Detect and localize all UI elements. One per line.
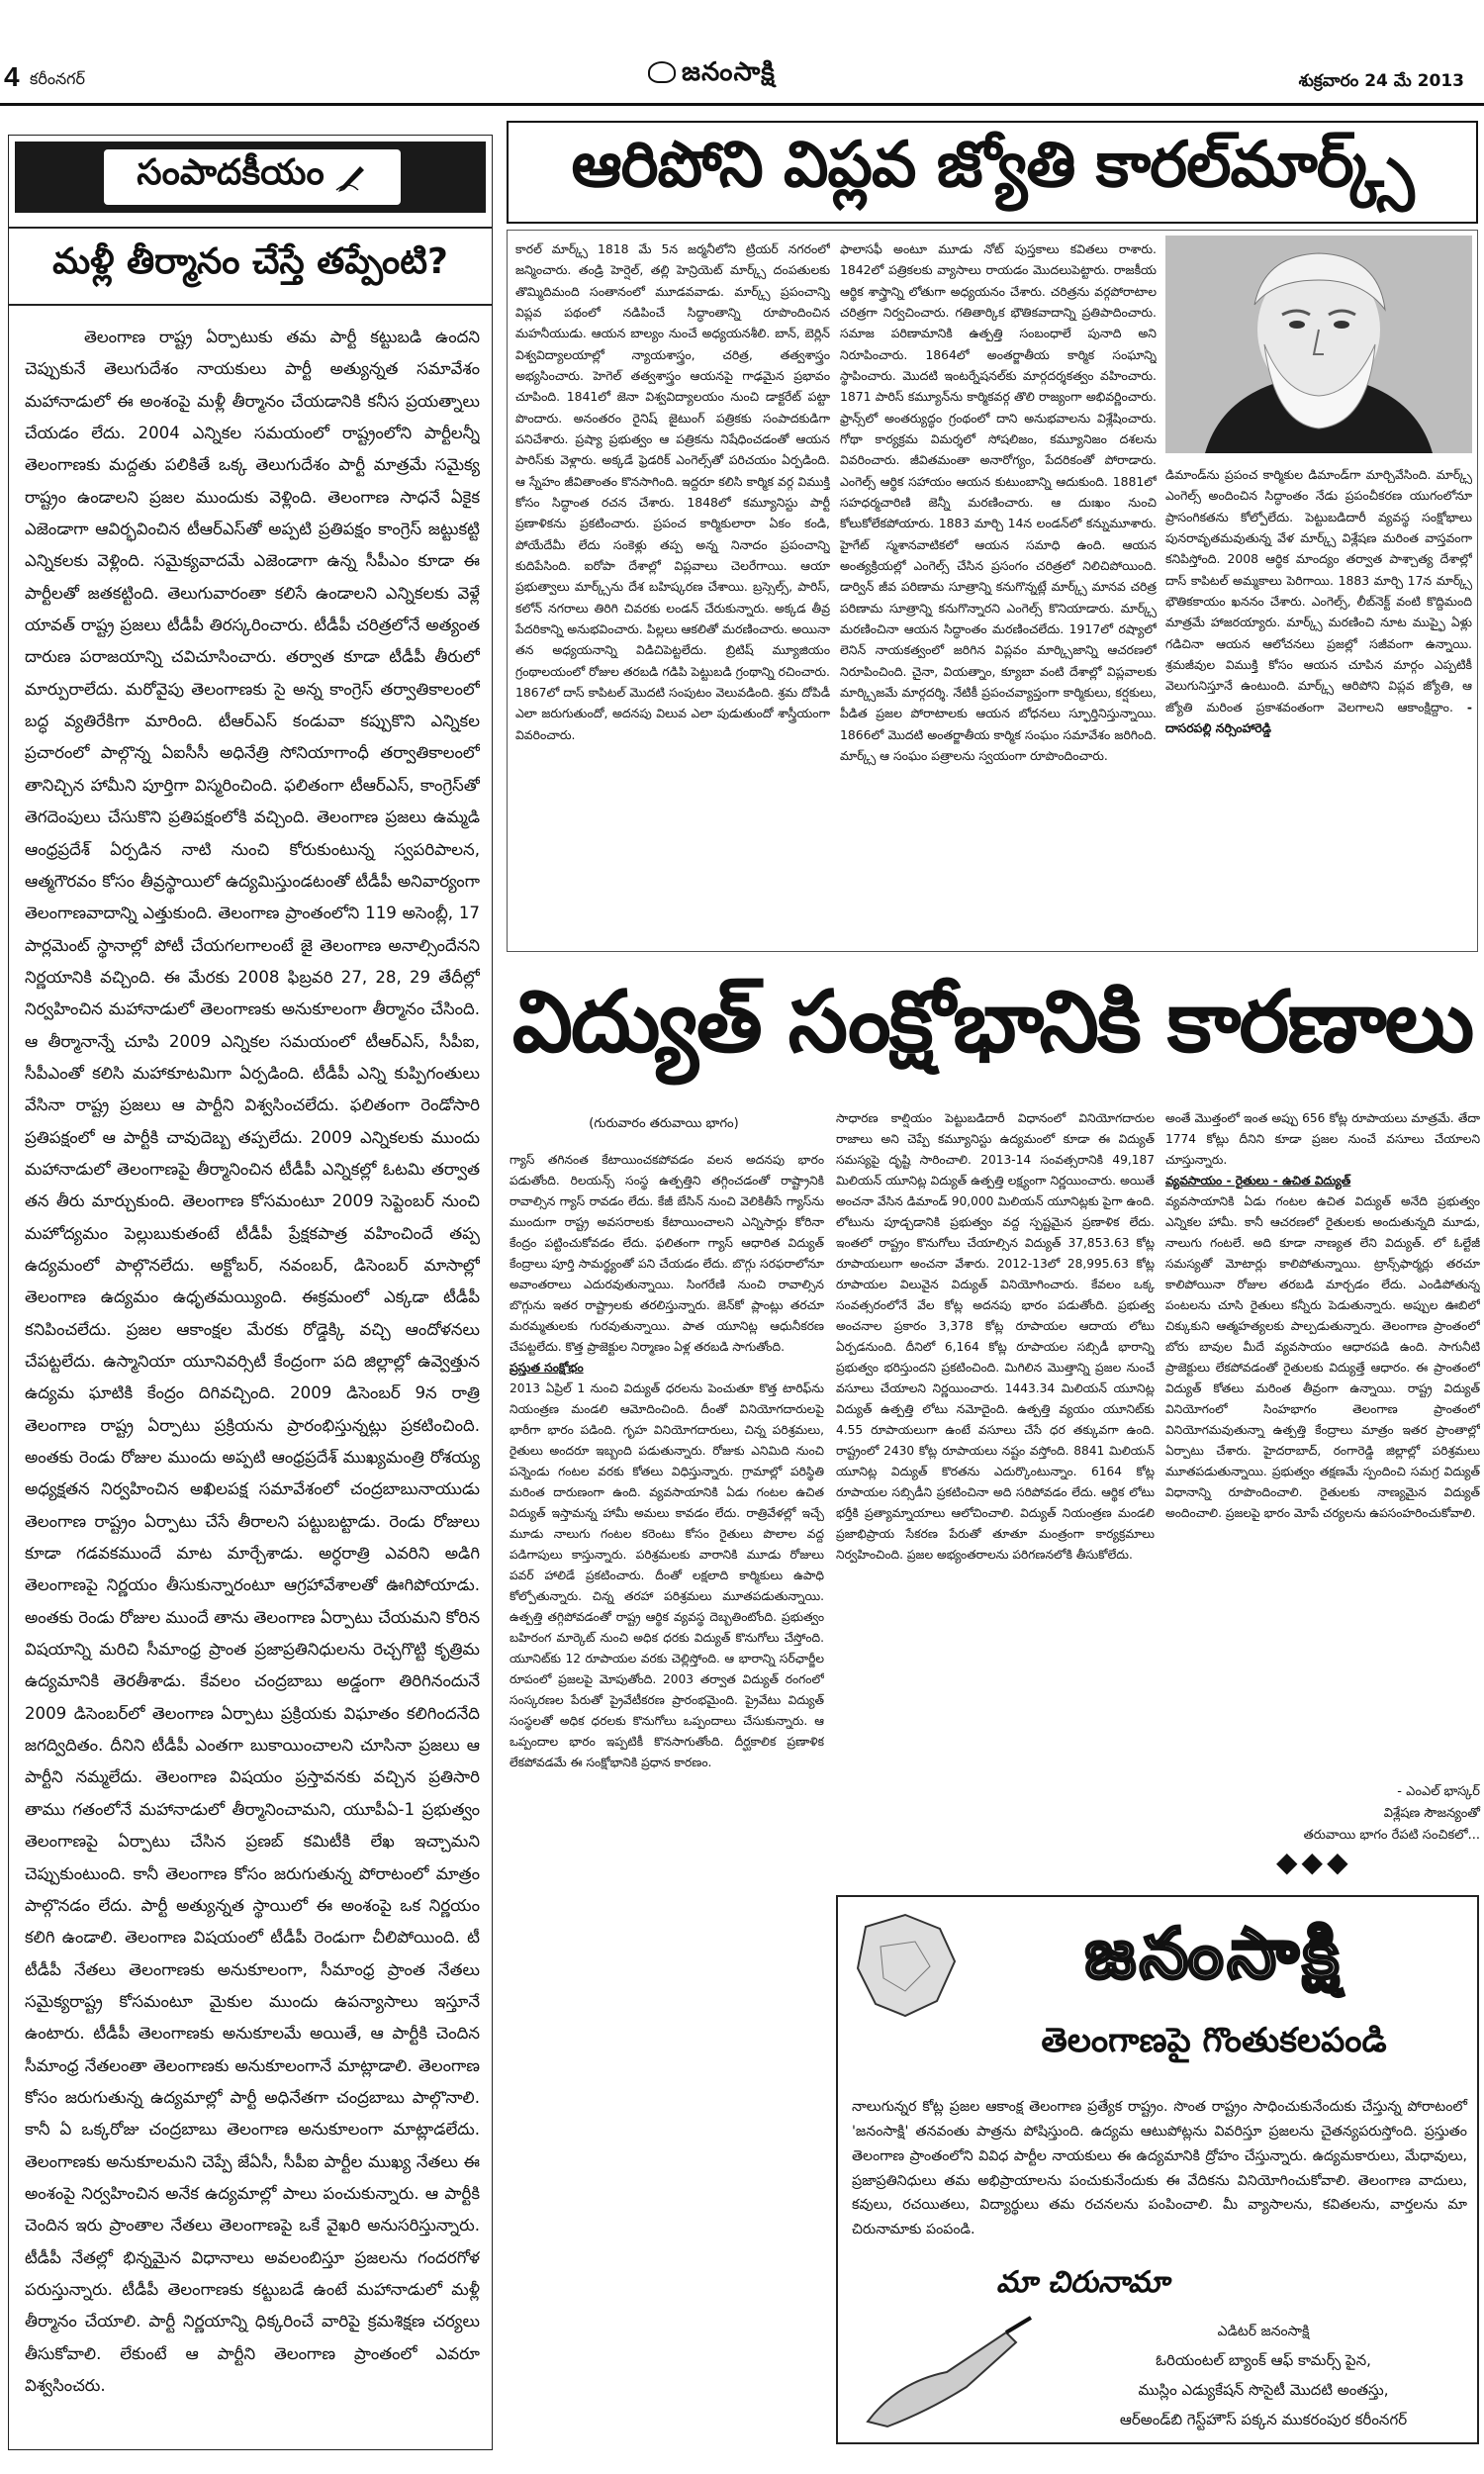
section-name: కరీంనగర్ (30, 69, 86, 88)
portrait-drawing (1165, 236, 1472, 453)
ad-address-line: ముస్లిం ఎడ్యుకేషన్ సొసైటీ మొదటి అంతస్తు, (1138, 2381, 1389, 2399)
ad-tagline: తెలంగాణపై గొంతుకలపండి (1041, 2021, 1387, 2060)
article1-body-box (507, 230, 1478, 952)
section-end-ornament: ◆◆◆ (1276, 1846, 1352, 1878)
paper-name: జనంసాక్షి (682, 57, 776, 87)
article1-column-1: కారల్ మార్క్స్ 1818 మే 5న జర్మనీలోని ట్రియర్ నగరంలో జన్మించారు. తండ్రి హెర్షెల్, తల్లి హెన్రియెట్ మార్క్స్ దంపతులకు తొమ్మిదిమంది సంతానంలో మూడవవాడు. మార్క్స్ ప్రపంచాన్ని విప్లవ పథంలో నడిపించే సిద్ధాంతాన్ని రూపొందించిన మహనీయుడు. ఆయన బాల్యం నుంచే అధ్యయనశీలి. బాన్, బెర్లిన్ విశ్వవిద్యాలయాల్లో న్యాయశాస్త్రం, చరిత్ర, తత్వశాస్త్రం అభ్యసించారు. హెగెల్ తత్వశాస్త్రం ఆయనపై గాఢమైన ప్రభావం చూపింది. 1841లో జెనా విశ్వవిద్యాలయం నుంచి డాక్టరేట్ పట్టా పొందారు. అనంతరం రైనిష్ జైటుంగ్ పత్రికకు సంపాదకుడిగా పనిచేశారు. ప్రష్యా ప్రభుత్వం ఆ పత్రికను నిషేధించడంతో ఆయన పారిస్‌కు వెళ్లారు. అక్కడే ఫ్రెడరిక్ ఎంగెల్స్‌తో పరిచయం ఏర్పడింది. ఆ స్నేహం జీవితాంతం కొనసాగింది. ఇద్దరూ కలిసి కార్మిక వర్గ విముక్తి కోసం సిద్ధాంత రచన చేశారు. 1848లో కమ్యూనిస్టు పార్టీ ప్రణాళికను ప్రకటించారు. ప్రపంచ కార్మికులారా ఏకం కండి, పోయేదేమీ లేదు సంకెళ్లు తప్ప అన్న నినాదం ప్రపంచాన్ని కుదిపేసింది. ఐరోపా దేశాల్లో విప్లవాలు చెలరేగాయి. ఆయా ప్రభుత్వాలు మార్క్స్‌ను దేశ బహిష్కరణ చేశాయి. బ్రస్సెల్స్, పారిస్, కలోన్ నగరాలు తిరిగి చివరకు లండన్ చేరుకున్నారు. అక్కడ తీవ్ర పేదరికాన్ని అనుభవించారు. పిల్లలు ఆకలితో మరణించారు. అయినా తన అధ్యయనాన్ని విడిచిపెట్టలేదు. బ్రిటిష్ మ్యూజియం గ్రంథాలయంలో రోజుల తరబడి గడిపి పెట్టుబడి గ్రంథాన్ని రచించారు. 1867లో దాస్ కాపిటల్ మొదటి సంపుటం వెలువడింది. శ్రమ దోపిడీ ఎలా జరుగుతుందో, అదనపు విలువ ఎలా పుడుతుందో శాస్త్రీయంగా వివరించారు. (515, 241, 830, 742)
paper-logo (648, 57, 776, 93)
article1-column-3-text: డిమాండ్‌ను ప్రపంచ కార్మికుల డిమాండ్‌గా మార్చివేసింది. మార్క్స్ ఎంగెల్స్ అందించిన సిద్ధాంతం నేడు ప్రపంచీకరణ యుగంలోనూ ప్రాసంగికతను కోల్పోలేదు. పెట్టుబడిదారీ వ్యవస్థ సంక్షోభాలు పునరావృతమవుతున్న వేళ మార్క్స్ విశ్లేషణ మరింత వాస్తవంగా కనిపిస్తోంది. 2008 ఆర్థిక మాంద్యం తర్వాత పాశ్చాత్య దేశాల్లో దాస్ కాపిటల్ అమ్మకాలు పెరిగాయి. 1883 మార్చి 17న మార్క్స్ భౌతికకాయం ఖననం చేశారు. ఎంగెల్స్, లీబ్‌నెక్ట్ వంటి కొద్దిమంది మాత్రమే హాజరయ్యారు. మార్క్స్ మరణించి నూట ముప్ఫై ఏళ్లు గడిచినా ఆయన ఆలోచనలు ప్రజల్లో సజీవంగా ఉన్నాయి. శ్రమజీవుల విముక్తి కోసం ఆయన చూపిన మార్గం ఎప్పటికీ వెలుగునిస్తూనే ఉంటుంది. మార్క్స్ ఆరిపోని విప్లవ జ్యోతి, ఆ జ్యోతి మరింత ప్రకాశవంతంగా వెలగాలని ఆకాంక్షిద్దాం. (1165, 467, 1472, 714)
editorial-body (25, 322, 480, 2439)
article1-byline: - దాసరపల్లి నర్సింహారెడ్డి (1165, 699, 1472, 735)
article2-signature: - ఎంఎల్ భాస్కర్ (1397, 1784, 1480, 1799)
article2-subhead-agriculture: వ్యవసాయం - రైతులు - ఉచిత విద్యుత్ (1165, 1173, 1351, 1188)
article2-continued-note: తరువాయి భాగం రేపటి సంచికలో... (1303, 1828, 1480, 1844)
editorial-banner-title: సంపాదకీయం (137, 152, 325, 193)
article1-headline-box (507, 121, 1478, 224)
janamsakshi-ad (836, 1895, 1479, 2444)
article1-column-2: ఫాలాసఫీ అంటూ మూడు నోట్ పుస్తకాలు కవితలు రాశారు. 1842లో పత్రికలకు వ్యాసాలు రాయడం మొదలుపెట్టారు. రాజకీయ ఆర్థిక శాస్త్రాన్ని లోతుగా అధ్యయనం చేశారు. చరిత్రను వర్గపోరాటాల చరిత్రగా నిర్వచించారు. గతితార్కిక భౌతికవాదాన్ని ప్రతిపాదించారు. సమాజ పరిణామానికి ఉత్పత్తి సంబంధాలే పునాది అని నిరూపించారు. 1864లో అంతర్జాతీయ కార్మిక సంఘాన్ని స్థాపించారు. మొదటి ఇంటర్నేషనల్‌కు మార్గదర్శకత్వం వహించారు. 1871 పారిస్ కమ్యూన్‌ను కార్మికవర్గ తొలి రాజ్యంగా అభివర్ణించారు. ఫ్రాన్స్‌లో అంతర్యుద్ధం గ్రంథంలో దాని అనుభవాలను విశ్లేషించారు. గోథా కార్యక్రమ విమర్శలో సోషలిజం, కమ్యూనిజం దశలను వివరించారు. జీవితమంతా అనారోగ్యం, పేదరికంతో పోరాడారు. ఎంగెల్స్ ఆర్థిక సహాయం ఆయన కుటుంబాన్ని ఆదుకుంది. 1881లో సహధర్మచారిణి జెన్నీ మరణించారు. ఆ దుఃఖం నుంచి కోలుకోలేకపోయారు. 1883 మార్చి 14న లండన్‌లో కన్నుమూశారు. హైగేట్ స్మశానవాటికలో ఆయన సమాధి ఉంది. ఆయన అంత్యక్రియల్లో ఎంగెల్స్ చేసిన ప్రసంగం చరిత్రలో నిలిచిపోయింది. డార్విన్ జీవ పరిణామ సూత్రాన్ని కనుగొన్నట్లే మార్క్స్ మానవ చరిత్ర పరిణామ సూత్రాన్ని కనుగొన్నారని ఎంగెల్స్ కొనియాడారు. మార్క్స్ మరణించినా ఆయన సిద్ధాంతం మరణించలేదు. 1917లో రష్యాలో లెనిన్ నాయకత్వంలో జరిగిన విప్లవం మార్క్సిజాన్ని ఆచరణలో నిరూపించింది. చైనా, వియత్నాం, క్యూబా వంటి దేశాల్లో విప్లవాలకు మార్క్సిజమే మార్గదర్శి. నేటికీ ప్రపంచవ్యాప్తంగా కార్మికులు, కర్షకులు, పీడిత ప్రజల పోరాటాలకు ఆయన బోధనలు స్ఫూర్తినిస్తున్నాయి. 1866లో మొదటి అంతర్జాతీయ కార్మిక సంఘం సమావేశం జరిగింది. మార్క్స్ ఆ సంఘం పత్రాలను స్వయంగా రూపొందించారు. (840, 241, 1157, 763)
issue-date: శుక్రవారం 24 మే 2013 (1298, 71, 1464, 91)
article1-headline: ఆరిపోని విప్లవ జ్యోతి కారల్‌మార్క్స్ (571, 128, 1414, 202)
writing-hand-icon (858, 2313, 1036, 2431)
ad-brand-name: జనంసాక్షి (1084, 1912, 1344, 1994)
editorial-column (8, 135, 493, 2450)
page-number: 4 (4, 61, 20, 92)
masthead-divider (0, 103, 1484, 106)
editorial-banner-label-box (104, 149, 401, 205)
article2-signature-block (1165, 1781, 1480, 1847)
ad-body-text: నాలుగున్నర కోట్ల ప్రజల ఆకాంక్ష తెలంగాణ ప్రత్యేక రాష్ట్రం. సొంత రాష్ట్రం సాధించుకునేందుకు చేస్తున్న పోరాటంలో 'జనంసాక్షి' తనవంతు పాత్రను పోషిస్తుంది. ఉద్యమ ఆటుపోట్లను వివరిస్తూ ప్రజలను చైతన్యపరుస్తోంది. ప్రస్తుతం తెలంగాణ ప్రాంతంలోని వివిధ పార్టీల నాయకులు ఈ ఉద్యమానికి ద్రోహం చేస్తున్నారు. ఉద్యమకారులు, మేధావులు, ప్రజాప్రతినిధులు తమ అభిప్రాయాలను పంచుకునేందుకు ఈ వేదికను వినియోగించుకోవాలి. తెలంగాణ వాదులు, కవులు, రచయితలు, విద్యార్థులు తమ రచనలను పంపించాలి. మీ వ్యాసాలను, కవితలను, వార్తలను మా చిరునామాకు పంపండి. (852, 2099, 1467, 2238)
editorial-paragraph: తెలంగాణ రాష్ట్ర ఏర్పాటుకు తమ పార్టీ కట్టుబడి ఉందని చెప్పుకునే తెలుగుదేశం నాయకులు పార్టీ అత్యున్నత సమావేశం మహానాడులో ఈ అంశంపై మళ్లీ తీర్మానం చేయడానికి కనీస ప్రయత్నాలు చేయడం లేదు. 2004 ఎన్నికల సమయంలో రాష్ట్రంలోని పార్టీలన్నీ తెలంగాణకు మద్దతు పలికితే ఒక్క తెలుగుదేశం పార్టీ మాత్రమే సమైక్య రాష్ట్రం ఉండాలని ప్రజల ముందుకు వెళ్లింది. తెలంగాణ సాధనే ఏకైక ఎజెండాగా ఆవిర్భవించిన టీఆర్‌ఎస్‌తో అప్పటి ప్రతిపక్షం కాంగ్రెస్ జట్టుకట్టి ఎన్నికలకు వెళ్లింది. సమైక్యవాదమే ఎజెండాగా ఉన్న సీపీఎం కూడా ఈ పార్టీలతో జతకట్టింది. తెలుగువారంతా కలిసే ఉండాలని ఎన్నికలకు వెళ్లే యావత్ రాష్ట్ర ప్రజలు టీడీపీ తిరస్కరించారు. టీడీపీ చరిత్రలోనే అత్యంత దారుణ పరాజయాన్ని చవిచూసించారు. తర్వాత కూడా టీడీపీ తీరులో మార్పురాలేదు. మరోవైపు తెలంగాణకు సై అన్న కాంగ్రెస్ తర్వాతికాలంలో బద్ధ వ్యతిరేకిగా మారింది. టీఆర్‌ఎస్ కండువా కప్పుకొని ఎన్నికల ప్రచారంలో పాల్గొన్న ఏఐసీసీ అధినేత్రి సోనియాగాంధీ తర్వాతికాలంలో తానిచ్చిన హామీని పూర్తిగా విస్మరించింది. ఫలితంగా టీఆర్‌ఎస్, కాంగ్రెస్‌తో తెగదెంపులు చేసుకొని ప్రతిపక్షంలోకి వచ్చింది. తెలంగాణ ప్రజలు ఉమ్మడి ఆంధ్రప్రదేశ్ ఏర్పడిన నాటి నుంచి కోరుకుంటున్న స్వపరిపాలన, ఆత్మగౌరవం కోసం తీవ్రస్థాయిలో ఉద్యమిస్తుండటంతో టీడీపీ అనివార్యంగా తెలంగాణవాదాన్ని ఎత్తుకుంది. తెలంగాణ ప్రాంతంలోని 119 అసెంబ్లీ, 17 పార్లమెంట్ స్థానాల్లో పోటీ చేయగలగాలంటే జై తెలంగాణ అనాల్సిందేనని నిర్ణయానికి వచ్చింది. ఈ మేరకు 2008 ఫిబ్రవరి 27, 28, 29 తేదీల్లో నిర్వహించిన మహానాడులో తెలంగాణకు అనుకూలంగా తీర్మానం చేసింది. ఆ తీర్మానాన్నే చూపి 2009 ఎన్నికల సమయంలో టీఆర్‌ఎస్, సీపీఐ, సీపీఎంతో కలిసి మహాకూటమిగా ఏర్పడింది. టీడీపీ ఎన్ని కుప్పిగంతులు వేసినా రాష్ట్ర ప్రజలు ఆ పార్టీని విశ్వసించలేదు. ఫలితంగా రెండోసారి ప్రతిపక్షంలో ఆ పార్టీకి చావుదెబ్బ తప్పలేదు. 2009 ఎన్నికలకు ముందు మహానాడులో తెలంగాణపై తీర్మానించిన టీడీపీ ఎన్నికల్లో ఓటమి తర్వాత తన తీరు మార్చుకుంది. తెలంగాణ కోసమంటూ 2009 సెప్టెంబర్ నుంచి మహోద్యమం పెల్లుబుకుతంటే టీడీపీ ప్రేక్షకపాత్ర వహించిందే తప్ప ఉద్యమంలో పాల్గొనలేదు. అక్టోబర్, నవంబర్, డిసెంబర్ మాసాల్లో తెలంగాణ ఉద్యమం ఉధృతమయ్యింది. ఈక్రమంలో ఎక్కడా టీడీపీ కనిపించలేదు. ప్రజల ఆకాంక్షల మేరకు రోడ్డెక్కి వచ్చి ఆందోళనలు చేపట్టలేదు. ఉస్మానియా యూనివర్సిటీ కేంద్రంగా పది జిల్లాల్లో ఉవ్వెత్తున ఉద్యమ ఘాటికి కేంద్రం దిగివచ్చింది. 2009 డిసెంబర్ 9న రాత్రి తెలంగాణ రాష్ట్ర ఏర్పాటు ప్రక్రియను ప్రారంభిస్తున్నట్లు ప్రకటించింది. అంతకు రెండు రోజుల ముందు అప్పటి ఆంధ్రప్రదేశ్ ముఖ్యమంత్రి రోశయ్య అధ్యక్షతన నిర్వహించిన అఖిలపక్ష సమావేశంలో చంద్రబాబునాయుడు తెలంగాణ రాష్ట్రం ఏర్పాటు చేసే తీరాలని పట్టుబట్టాడు. రెండు రోజులు కూడా గడవకముందే మాట మార్చేశాడు. అర్ధరాత్రి ఎవరిని అడిగి తెలంగాణపై నిర్ణయం తీసుకున్నారంటూ ఆగ్రహావేశాలతో ఊగిపోయాడు. అంతకు రెండు రోజుల ముందే తాను తెలంగాణ ఏర్పాటు చేయమని కోరిన విషయాన్ని మరిచి సీమాంధ్ర ప్రాంత ప్రజాప్రతినిధులను రెచ్చగొట్టి కృత్రిమ ఉద్యమానికి తెరతీశాడు. కేవలం చంద్రబాబు అడ్డంగా తిరిగినందునే 2009 డిసెంబర్‌లో తెలంగాణ ఏర్పాటు ప్రక్రియకు విఘాతం కలిగిందనేది జగద్విదితం. దీనిని టీడీపీ ఎంతగా బుకాయించాలని చూసినా ప్రజలు ఆ పార్టీని నమ్మలేదు. తెలంగాణ విషయం ప్రస్తావనకు వచ్చిన ప్రతిసారి తాము గతంలోనే మహానాడులో తీర్మానించామని, యూపీఏ-1 ప్రభుత్వం తెలంగాణపై ఏర్పాటు చేసిన ప్రణబ్ కమిటీకి లేఖ ఇచ్చామని చెప్పుకుంటుంది. కానీ తెలంగాణ కోసం జరుగుతున్న పోరాటంలో మాత్రం పాల్గొనడం లేదు. పార్టీ అత్యున్నత స్థాయిలో ఈ అంశంపై ఒక నిర్ణయం కలిగి ఉండాలి. తెలంగాణ విషయంలో టీడీపీ రెండుగా చీలిపోయింది. టీ టీడీపీ నేతలు తెలంగాణకు అనుకూలంగా, సీమాంధ్ర ప్రాంత నేతలు సమైక్యరాష్ట్ర కోసమంటూ మైకుల ముందు ఉపన్యాసాలు ఇస్తూనే ఉంటారు. టీడీపీ తెలంగాణకు అనుకూలమే అయితే, ఆ పార్టీకి చెందిన సీమాంధ్ర నేతలంతా తెలంగాణకు అనుకూలంగానే మాట్లాడాలి. తెలంగాణ కోసం జరుగుతున్న ఉద్యమాల్లో పార్టీ అధినేతగా చంద్రబాబు పాల్గొనాలి. కానీ ఏ ఒక్కరోజు చంద్రబాబు తెలంగాణ అనుకూలంగా మాట్లాడలేదు. తెలంగాణకు అనుకూలమని చెప్పే జేఏసీ, సీపీఐ పార్టీల ముఖ్య నేతలు ఈ అంశంపై నిర్వహించిన అనేక ఉద్యమాల్లో పాలు పంచుకున్నారు. ఆ పార్టీకి చెందిన ఇరు ప్రాంతాల నేతలు తెలంగాణపై ఒకే వైఖరి అనుసరిస్తున్నారు. టీడీపీ నేతల్లో భిన్నమైన విధానాలు అవలంబిస్తూ ప్రజలను గందరగోళ పరుస్తున్నారు. టీడీపీ తెలంగాణకు కట్టుబడే ఉంటే మహానాడులో మళ్లీ తీర్మానం చేయాలి. పార్టీ నిర్ణయాన్ని ధిక్కరించే వారిపై క్రమశిక్షణ చర్యలు తీసుకోవాలి. లేకుంటే ఆ పార్టీని తెలంగాణ ప్రాంతంలో ఎవరూ విశ్వసించరు. (25, 328, 480, 2395)
article2-col3-text-a: అంతే మొత్తంలో ఇంత అప్పు 656 కోట్ల రూపాయలు మాత్రమే. తేదా 1774 కోట్లు దీనిని కూడా ప్రజల నుంచే వసూలు చేయాలని చూస్తున్నారు. (1165, 1111, 1480, 1167)
article2-subtitle: (గురువారం తరువాయి భాగం) (589, 1116, 739, 1131)
pen-icon (334, 160, 368, 194)
telangana-map-icon (846, 1907, 965, 2026)
article2-col1-text: గ్యాస్ తగినంత కేటాయించకపోవడం వలన అదనపు భారం పడుతోంది. రిలయన్స్ సంస్థ ఉత్పత్తిని తగ్గించడంతో రాష్ట్రానికి రావాల్సిన గ్యాస్ రావడం లేదు. కేజీ బేసిన్ నుంచి వెలికితీసే గ్యాస్‌ను ముందుగా రాష్ట్ర అవసరాలకు కేటాయించాలని ఎన్నిసార్లు కోరినా కేంద్రం పట్టించుకోవడం లేదు. ఫలితంగా గ్యాస్ ఆధారిత విద్యుత్ కేంద్రాలు పూర్తి సామర్థ్యంతో పని చేయడం లేదు. బొగ్గు సరఫరాలోనూ అవాంతరాలు ఎదురవుతున్నాయి. సింగరేణి నుంచి రావాల్సిన బొగ్గును ఇతర రాష్ట్రాలకు తరలిస్తున్నారు. జెన్‌కో ప్లాంట్లు తరచూ మరమ్మతులకు గురవుతున్నాయి. పాత యూనిట్ల ఆధునీకరణ చేపట్టలేదు. కొత్త ప్రాజెక్టుల నిర్మాణం ఏళ్ల తరబడి సాగుతోంది. (510, 1153, 824, 1354)
article2-subhead-current-crisis: ప్రస్తుత సంక్షోభం (510, 1360, 584, 1375)
logo-icon (648, 61, 676, 83)
article2-column-1 (510, 1150, 824, 2441)
article2-col1-text-b: 2013 ఏప్రిల్ 1 నుంచి విద్యుత్ ధరలను పెంచుతూ కొత్త టారిఫ్‌ను నియంత్రణ మండలి ఆమోదించింది. దీంతో వినియోగదారులపై భారీగా భారం పడింది. గృహ వినియోగదారులు, చిన్న పరిశ్రమలు, రైతులు అందరూ ఇబ్బంది పడుతున్నారు. రోజుకు ఎనిమిది నుంచి పన్నెండు గంటల వరకు కోతలు విధిస్తున్నారు. గ్రామాల్లో పరిస్థితి మరింత దారుణంగా ఉంది. వ్యవసాయానికి ఏడు గంటల ఉచిత విద్యుత్ ఇస్తామన్న హామీ అమలు కావడం లేదు. రాత్రివేళల్లో ఇచ్చే మూడు నాలుగు గంటల కరెంటు కోసం రైతులు పొలాల వద్ద పడిగాపులు కాస్తున్నారు. పరిశ్రమలకు వారానికి మూడు రోజులు పవర్ హాలిడే ప్రకటించారు. దీంతో లక్షలాది కార్మికులు ఉపాధి కోల్పోతున్నారు. చిన్న తరహా పరిశ్రమలు మూతపడుతున్నాయి. ఉత్పత్తి తగ్గిపోవడంతో రాష్ట్ర ఆర్థిక వ్యవస్థ దెబ్బతింటోంది. ప్రభుత్వం బహిరంగ మార్కెట్ నుంచి అధిక ధరకు విద్యుత్ కొనుగోలు చేస్తోంది. యూనిట్‌కు 12 రూపాయల వరకు చెల్లిస్తోంది. ఆ భారాన్ని సర్‌ఛార్జీల రూపంలో ప్రజలపై మోపుతోంది. 2003 తర్వాత విద్యుత్ రంగంలో సంస్కరణల పేరుతో ప్రైవేటీకరణ ప్రారంభమైంది. ప్రైవేటు విద్యుత్ సంస్థలతో అధిక ధరలకు కొనుగోలు ఒప్పందాలు చేసుకున్నారు. ఆ ఒప్పందాల భారం ఇప్పటికీ కొనసాగుతోంది. దీర్ఘకాలిక ప్రణాళిక లేకపోవడమే ఈ సంక్షోభానికి ప్రధాన కారణం. (510, 1380, 824, 1769)
ad-address-line: ఎడిటర్ జనంసాక్షి (1217, 2324, 1310, 2339)
karl-marx-portrait (1165, 236, 1472, 453)
article2-headline: విద్యుత్ సంక్షోభానికి కారణాలు (511, 972, 1473, 1072)
masthead (0, 0, 1484, 107)
ad-address-line: ఆర్‌అండ్‌బి గెస్ట్‌హౌస్ పక్కన ముకరంపుర కరీంనగర్ (1119, 2411, 1408, 2428)
ad-address (1056, 2318, 1471, 2434)
article2-column-3 (1165, 1108, 1480, 1712)
article2-signature-title: విశ్లేషణ సౌజన్యంతో (1383, 1806, 1480, 1822)
editorial-headline: మళ్లీ తీర్మానం చేస్తే తప్పేంటి? (9, 227, 492, 306)
article2-col3-text-b: వ్యవసాయానికి ఏడు గంటల ఉచిత విద్యుత్ అనేది ప్రభుత్వం ఎన్నికల హామీ. కానీ ఆచరణలో రైతులకు అందుతున్నది మూడు, నాలుగు గంటలే. అది కూడా నాణ్యత లేని విద్యుత్. లో ఓల్టేజీ సమస్యతో మోటార్లు కాలిపోతున్నాయి. ట్రాన్స్‌ఫార్మర్లు తరచూ కాలిపోయినా రోజుల తరబడి మార్చడం లేదు. ఎండిపోతున్న పంటలను చూసి రైతులు కన్నీరు పెడుతున్నారు. అప్పుల ఊబిలో చిక్కుకుని ఆత్మహత్యలకు పాల్పడుతున్నారు. తెలంగాణ ప్రాంతంలో బోరు బావుల మీదే వ్యవసాయం ఆధారపడి ఉంది. సాగునీటి ప్రాజెక్టులు లేకపోవడంతో రైతులకు విద్యుత్తే ఆధారం. ఈ ప్రాంతంలో విద్యుత్ కోతలు మరింత తీవ్రంగా ఉన్నాయి. రాష్ట్ర విద్యుత్ వినియోగంలో సింహభాగం తెలంగాణ ప్రాంతంలో వినియోగమవుతున్నా ఉత్పత్తి కేంద్రాలు మాత్రం ఇతర ప్రాంతాల్లో ఏర్పాటు చేశారు. హైదరాబాద్, రంగారెడ్డి జిల్లాల్లో పరిశ్రమలు మూతపడుతున్నాయి. ప్రభుత్వం తక్షణమే స్పందించి సమగ్ర విద్యుత్ విధానాన్ని రూపొందించాలి. రైతులకు నాణ్యమైన విద్యుత్ అందించాలి. ప్రజలపై భారం మోపే చర్యలను ఉపసంహరించుకోవాలి. (1165, 1193, 1480, 1520)
editorial-banner (15, 142, 486, 213)
ad-address-line: ఓరియంటల్ బ్యాంక్ ఆఫ్ కామర్స్ పైన, (1156, 2351, 1371, 2369)
article1-column-3 (1165, 464, 1472, 943)
ad-address-heading: మా చిరునామా (996, 2265, 1169, 2300)
article2-column-2: సాధారణ కాల్షియం పెట్టుబడిదారీ విధానంలో వినియోగదారుల రాజాలు అని చెప్పే కమ్యూనిస్టు ఉద్యమంలో కూడా ఈ విద్యుత్ సమస్యపై దృష్టి సారించాలి. 2013-14 సంవత్సరానికి 49,187 మిలియన్ యూనిట్ల విద్యుత్ ఉత్పత్తి లక్ష్యంగా నిర్ణయించారు. అయితే అంచనా వేసిన డిమాండ్ 90,000 మిలియన్ యూనిట్లకు పైగా ఉంది. లోటును పూడ్చడానికి ప్రభుత్వం వద్ద స్పష్టమైన ప్రణాళిక లేదు. ఇంతలో రాష్ట్రం కొనుగోలు చేయాల్సిన విద్యుత్ 37,853.63 కోట్ల రూపాయలుగా అంచనా వేశారు. 2012-13లో 28,995.63 కోట్ల రూపాయల విలువైన విద్యుత్ వినియోగించారు. కేవలం ఒక్క సంవత్సరంలోనే వేల కోట్ల అదనపు భారం పడుతోంది. ప్రభుత్వ అంచనాల ప్రకారం 3,378 కోట్ల రూపాయల ఆదాయ లోటు ఏర్పడనుంది. దీనిలో 6,164 కోట్ల రూపాయల సబ్సిడీ భారాన్ని ప్రభుత్వం భరిస్తుందని ప్రకటించింది. మిగిలిన మొత్తాన్ని ప్రజల నుంచే వసూలు చేయాలని నిర్ణయించారు. 1443.34 మిలియన్ యూనిట్ల విద్యుత్ ఉత్పత్తి లోటు నమోదైంది. ఉత్పత్తి వ్యయం యూనిట్‌కు 4.55 రూపాయలుగా ఉంటే వసూలు చేసే ధర తక్కువగా ఉంది. రాష్ట్రంలో 2430 కోట్ల రూపాయలు నష్టం వస్తోంది. 8841 మిలియన్ యూనిట్ల విద్యుత్ కొరతను ఎదుర్కొంటున్నాం. 6164 కోట్ల రూపాయల సబ్సిడీని ప్రకటించినా అది సరిపోవడం లేదు. ఆర్థిక లోటు భర్తీకి ప్రత్యామ్నాయాలు ఆలోచించాలి. విద్యుత్ నియంత్రణ మండలి ప్రజాభిప్రాయ సేకరణ పేరుతో తూతూ మంత్రంగా కార్యక్రమాలు నిర్వహించింది. ప్రజల అభ్యంతరాలను పరిగణనలోకి తీసుకోలేదు. (836, 1111, 1155, 1562)
